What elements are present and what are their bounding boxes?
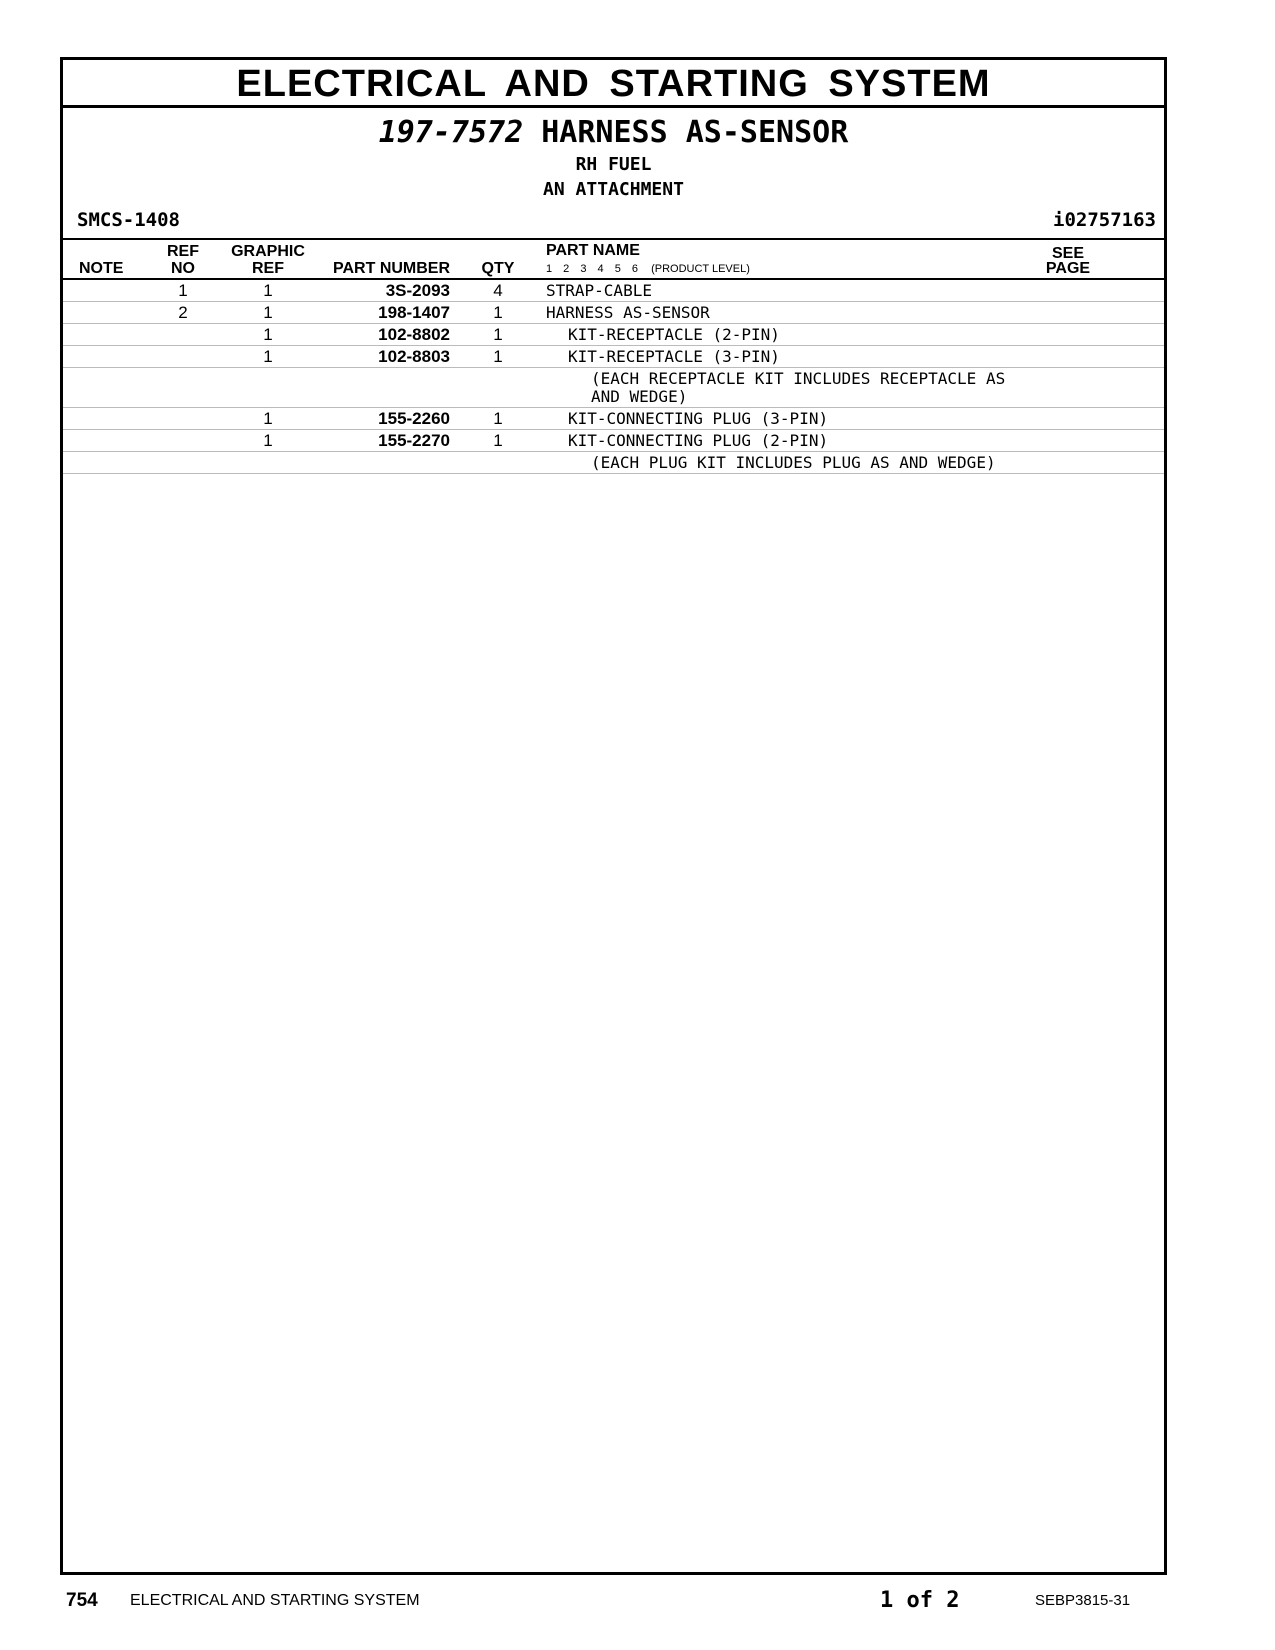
graphic-ref-cell: 1 (263, 325, 273, 344)
table-row (63, 430, 1164, 452)
qty-cell: 1 (493, 347, 503, 366)
qty-cell: 1 (493, 409, 503, 428)
part-name-cell: KIT-RECEPTACLE (2-PIN) (568, 325, 780, 344)
page-footer (0, 1590, 1275, 1620)
part-number-cell: 3S-2093 (385, 281, 450, 300)
col-ref-no-1: REF (167, 243, 199, 260)
page-frame (60, 57, 1167, 1575)
table-row (63, 346, 1164, 368)
graphic-ref-cell: 1 (263, 281, 273, 300)
product-levels (546, 263, 750, 275)
table-row (63, 452, 1164, 474)
part-name-cell: (EACH RECEPTACLE KIT INCLUDES RECEPTACLE AS AND WEDGE) (591, 369, 1006, 406)
part-number-cell: 198-1407 (378, 303, 450, 322)
qty-cell: 1 (493, 303, 503, 322)
table-header (63, 238, 1164, 280)
page-number: 754 (66, 1590, 98, 1611)
part-number-cell: 155-2270 (378, 431, 450, 450)
part-name-cell: HARNESS AS-SENSOR (546, 303, 710, 322)
product-level-label: (PRODUCT LEVEL) (651, 263, 750, 275)
col-qty: QTY (481, 260, 515, 277)
table-row (63, 408, 1164, 430)
col-note: NOTE (79, 260, 124, 277)
qty-cell: 1 (493, 325, 503, 344)
table-row (63, 302, 1164, 324)
page-count: 1 of 2 (880, 1588, 960, 1613)
table-row (63, 368, 1164, 408)
part-name-cell: KIT-RECEPTACLE (3-PIN) (568, 347, 780, 366)
assembly-heading (63, 114, 1164, 202)
part-number-cell: 155-2260 (378, 409, 450, 428)
table-row (63, 324, 1164, 346)
col-see-page-2: PAGE (1045, 260, 1091, 277)
graphic-ref-cell: 1 (263, 431, 273, 450)
graphic-ref-cell: 1 (263, 303, 273, 322)
graphic-ref-cell: 1 (263, 347, 273, 366)
ref-no-cell: 1 (178, 281, 188, 300)
assembly-part-name: HARNESS AS-SENSOR (541, 115, 849, 150)
part-name-cell: (EACH PLUG KIT INCLUDES PLUG AS AND WEDGE) (591, 453, 996, 472)
part-name-cell: KIT-CONNECTING PLUG (3-PIN) (568, 409, 829, 428)
graphic-ref-cell: 1 (263, 409, 273, 428)
qty-cell: 4 (493, 281, 503, 300)
assembly-subtitle-1: RH FUEL (575, 154, 652, 175)
col-graphic-ref-1: GRAPHIC (231, 243, 305, 260)
assembly-part-number: 197-7572 (378, 115, 524, 150)
part-number-cell: 102-8803 (378, 347, 450, 366)
part-number-cell: 102-8802 (378, 325, 450, 344)
col-ref-no-2: NO (171, 260, 195, 277)
section-title: ELECTRICAL AND STARTING SYSTEM (63, 60, 1164, 108)
smcs-code: SMCS-1408 (77, 209, 180, 231)
ref-no-cell: 2 (178, 303, 188, 322)
document-number: SEBP3815-31 (1035, 1592, 1131, 1609)
assembly-title (63, 114, 1164, 152)
qty-cell: 1 (493, 431, 503, 450)
part-name-cell: STRAP-CABLE (546, 281, 652, 300)
part-name-cell: KIT-CONNECTING PLUG (2-PIN) (568, 431, 829, 450)
table-row (63, 280, 1164, 302)
col-see-page-1: SEE (1051, 245, 1084, 262)
footer-title: ELECTRICAL AND STARTING SYSTEM (130, 1592, 420, 1609)
col-graphic-ref-2: REF (252, 260, 284, 277)
col-part-name: PART NAME (546, 242, 640, 259)
document-id: i02757163 (1053, 209, 1156, 231)
col-part-number: PART NUMBER (333, 260, 451, 277)
parts-table-body (63, 280, 1164, 474)
level-numbers: 1 2 3 4 5 6 (546, 263, 638, 275)
assembly-subtitle-2: AN ATTACHMENT (543, 179, 684, 200)
